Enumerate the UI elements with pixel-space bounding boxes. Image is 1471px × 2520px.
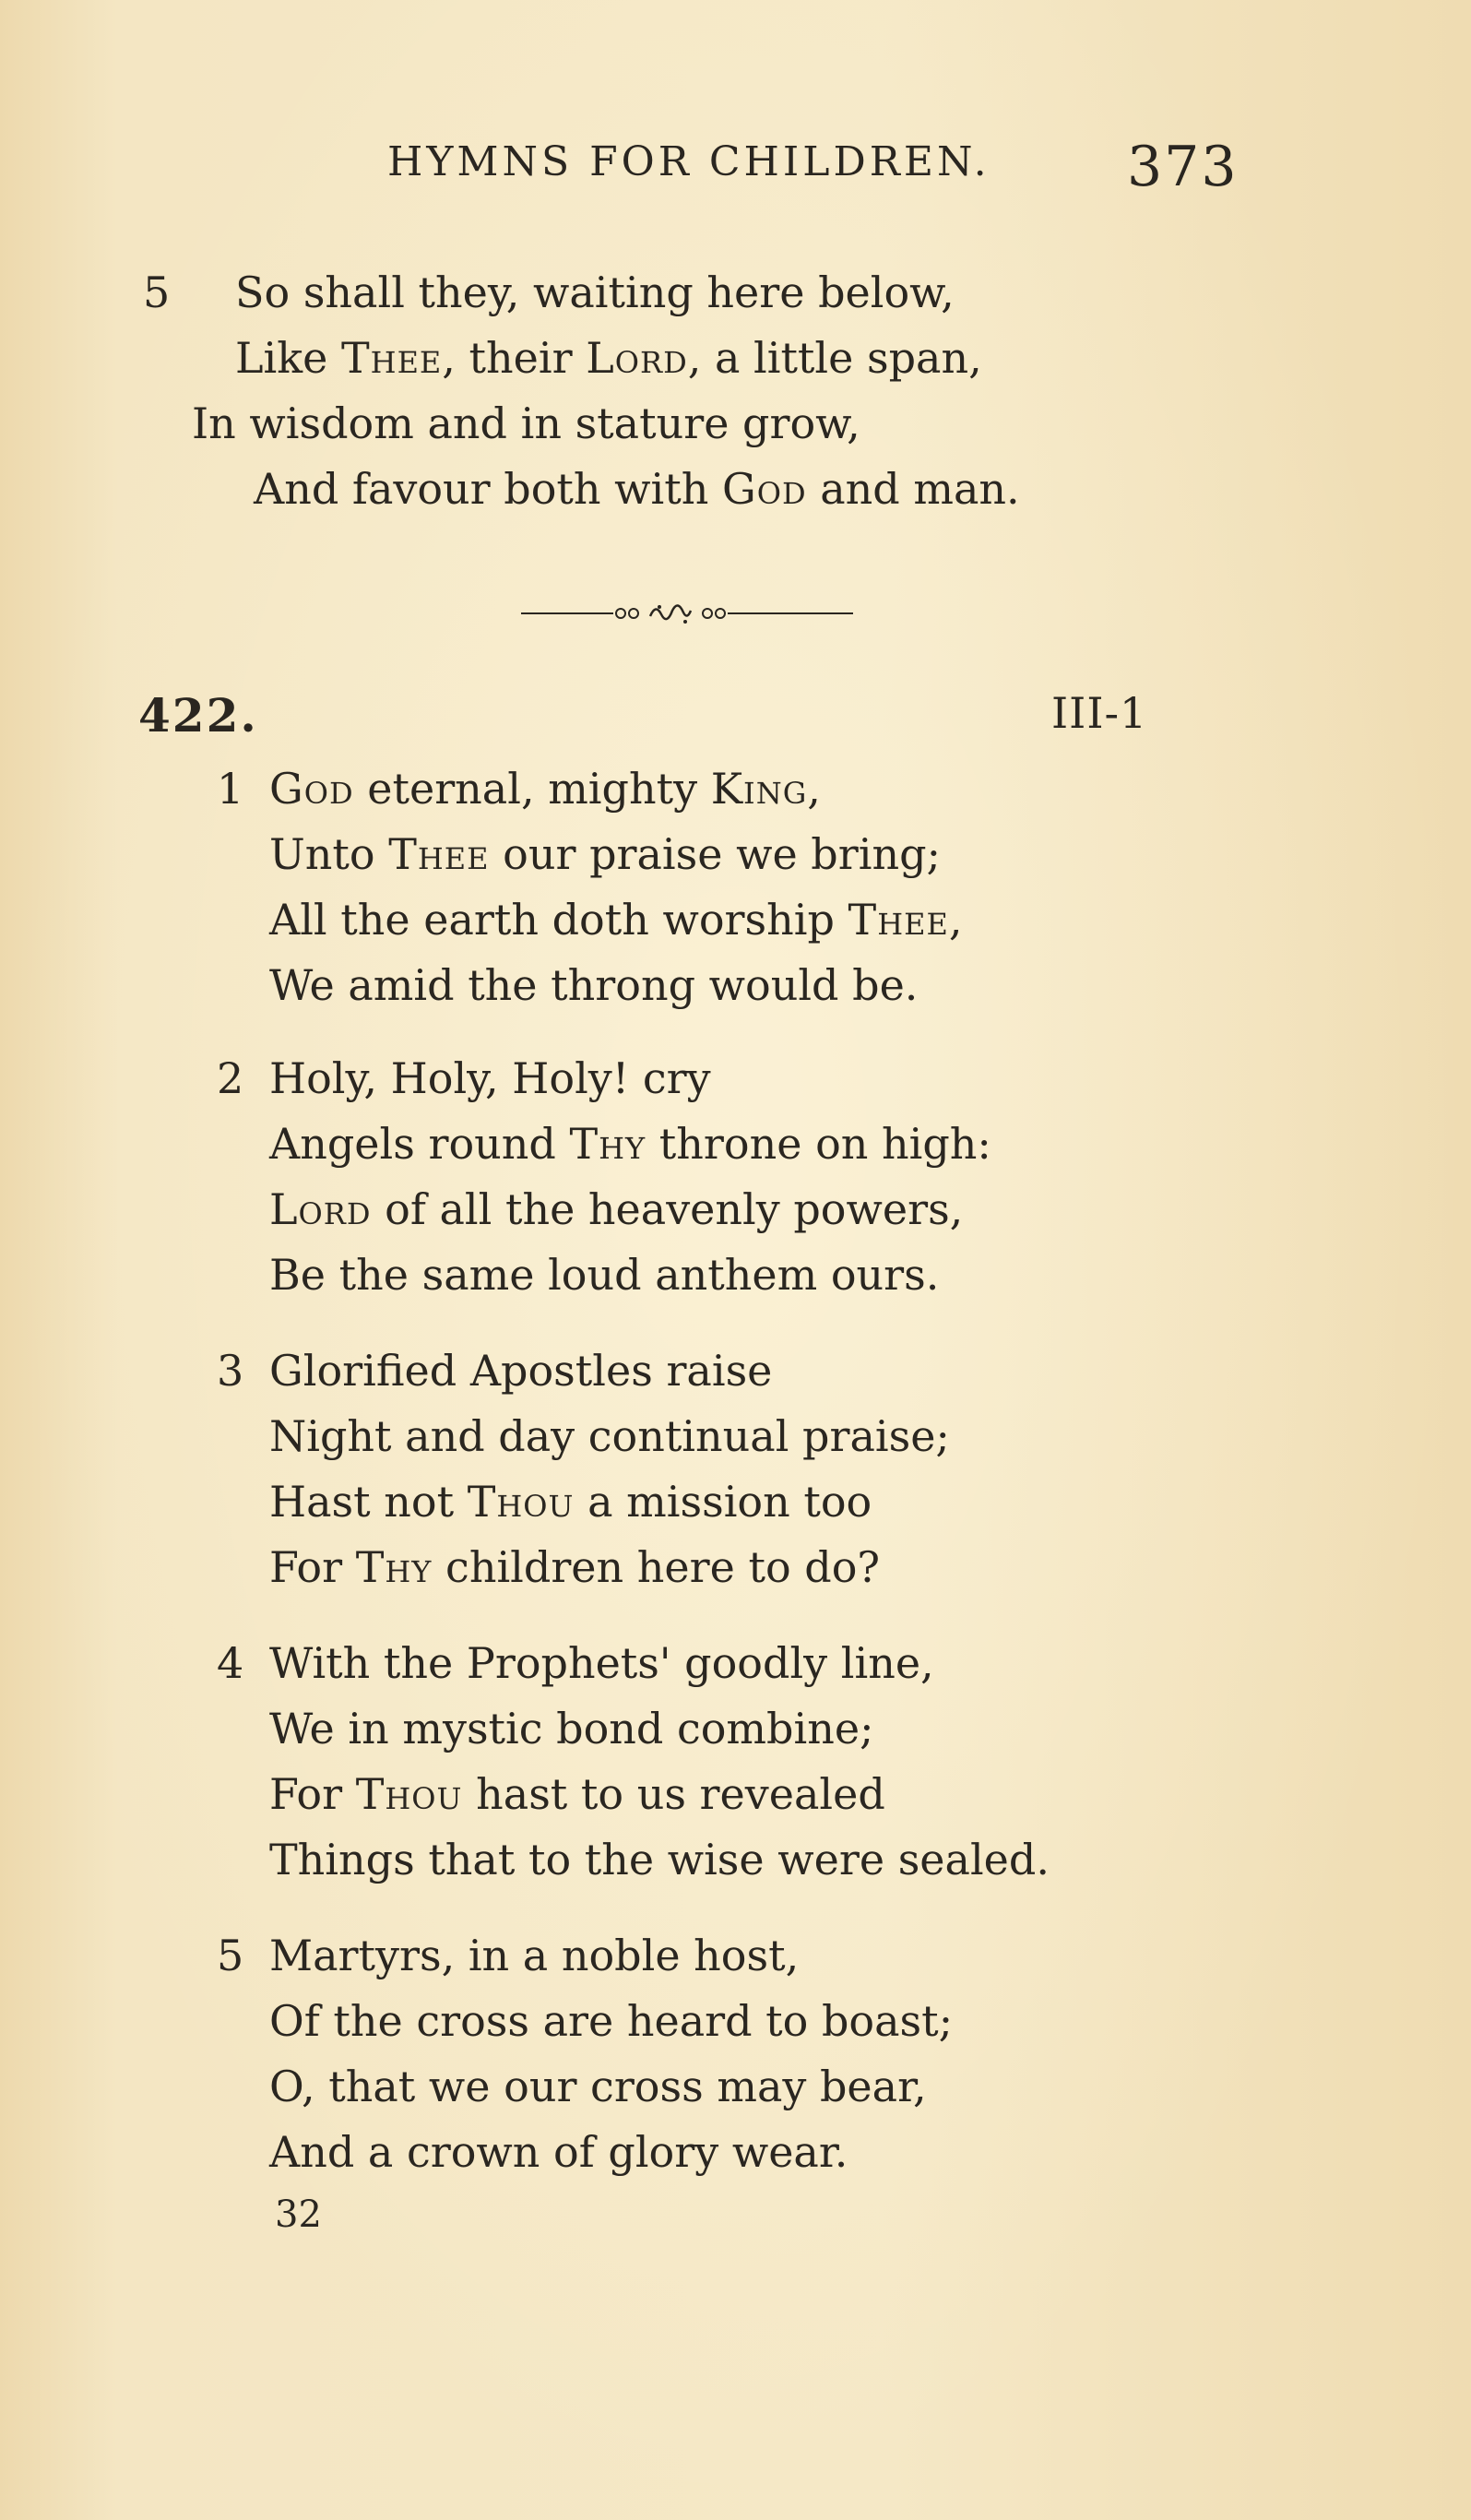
small-caps-name: Thee <box>848 895 949 945</box>
stanza-number: 3 <box>217 1346 244 1396</box>
verse-text-run: of all the heavenly powers, <box>371 1184 964 1234</box>
small-caps-name: Thee <box>340 333 443 383</box>
verse-text-run: our praise we bring; <box>489 829 942 879</box>
verse-text-run: Be the same loud anthem ours. <box>269 1250 940 1300</box>
verse-text-run: For <box>269 1769 356 1819</box>
verse-line-text <box>235 260 955 326</box>
signature-mark: 32 <box>275 2193 322 2236</box>
verse-text-run: Glorified Apostles raise <box>269 1346 773 1396</box>
verse-text-run: Holy, Holy, Holy! cry <box>269 1053 711 1103</box>
verse-text-run: Martyrs, in a noble host, <box>269 1931 800 1980</box>
verse-line-text <box>269 1535 880 1600</box>
verse-text-run: Unto <box>269 829 389 879</box>
small-caps-name: Lord <box>269 1184 372 1234</box>
verse-line-text <box>269 1923 799 1989</box>
verse-text-run: throne on high: <box>646 1119 991 1169</box>
stanza-number: 2 <box>217 1053 244 1103</box>
verse-text-run: and man. <box>806 464 1020 514</box>
verse-text-run: For <box>269 1542 356 1592</box>
verse-line-text <box>269 822 941 887</box>
small-caps-name: Thy <box>355 1542 433 1592</box>
stanza-number: 5 <box>217 1931 244 1980</box>
verse-line-text <box>192 391 860 457</box>
verse-text-run: Night and day continual praise; <box>269 1411 950 1461</box>
verse-line-text <box>269 1046 711 1111</box>
verse-text-run: Things that to the wise were sealed. <box>269 1835 1050 1884</box>
verse-line-text <box>269 1111 991 1177</box>
verse-line-text <box>269 2054 927 2120</box>
verse-line-text <box>269 1338 772 1404</box>
verse-line-text <box>269 1827 1050 1893</box>
verse-line-text <box>269 1242 939 1308</box>
verse-text-run: All the earth doth worship <box>269 895 848 945</box>
verse-text-run: a mission too <box>574 1477 872 1527</box>
small-caps-name: Thy <box>569 1119 647 1169</box>
verse-line-text <box>269 1989 953 2054</box>
small-caps-name: Thou <box>467 1477 575 1527</box>
small-caps-name: Thee <box>388 829 490 879</box>
verse-line-text <box>269 887 962 953</box>
verse-text-run: hast to us revealed <box>462 1769 885 1819</box>
verse-text-run: Hast not <box>269 1477 468 1527</box>
verse-line-text <box>235 326 982 391</box>
verse-line-text <box>269 1469 872 1535</box>
verse-line-text <box>269 1404 950 1469</box>
verse-text-run: And a crown of glory wear. <box>269 2127 848 2177</box>
stanza-number: 5 <box>143 267 171 317</box>
verse-text-run: children here to do? <box>432 1542 881 1592</box>
hymn-number: 422. <box>138 688 258 743</box>
verse-text-run: With the Prophets' goodly line, <box>269 1638 934 1688</box>
verse-line-text <box>269 1177 963 1242</box>
small-caps-name: Thou <box>355 1769 463 1819</box>
small-caps-name: King <box>710 764 808 814</box>
verse-text-run: Angels round <box>269 1119 570 1169</box>
verse-line-text <box>269 1762 885 1827</box>
verse-text-run: So shall they, waiting here below, <box>235 267 955 317</box>
verse-text-run: , <box>807 764 821 814</box>
verse-text-run: And favour both with <box>254 464 722 514</box>
ornament-divider <box>521 600 853 627</box>
verse-line-text <box>269 756 821 822</box>
small-caps-name: God <box>721 464 807 514</box>
verse-text-run: We in mystic bond combine; <box>269 1704 874 1753</box>
verse-line-text <box>269 2120 848 2185</box>
hymn-meter: III-1 <box>1051 688 1148 738</box>
verse-text-run: In wisdom and in stature grow, <box>192 398 860 448</box>
verse-line-text <box>269 953 918 1018</box>
verse-text-run: , <box>948 895 963 945</box>
verse-text-run: , their <box>442 333 587 383</box>
stanza-number: 4 <box>217 1638 244 1688</box>
stanza-number: 1 <box>217 764 244 814</box>
verse-line-text <box>269 1631 934 1696</box>
verse-text-run: , a little span, <box>687 333 982 383</box>
small-caps-name: Lord <box>586 333 688 383</box>
running-title: HYMNS FOR CHILDREN. <box>387 138 991 185</box>
verse-text-run: We amid the throng would be. <box>269 960 919 1010</box>
small-caps-name: God <box>269 764 354 814</box>
page-number: 373 <box>1127 135 1239 199</box>
verse-line-text <box>269 1696 874 1762</box>
verse-line-text <box>254 457 1020 522</box>
verse-text-run: Like <box>235 333 341 383</box>
verse-text-run: Of the cross are heard to boast; <box>269 1996 954 2046</box>
verse-text-run: O, that we our cross may bear, <box>269 2062 927 2111</box>
verse-text-run: eternal, mighty <box>353 764 711 814</box>
